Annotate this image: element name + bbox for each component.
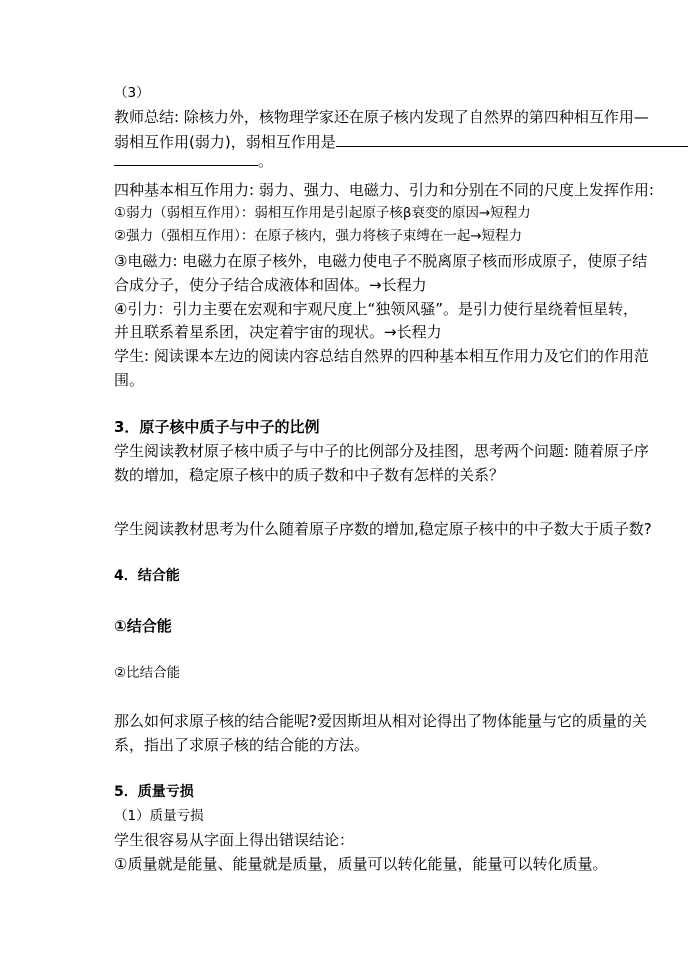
- weak-force-item: ①弱力（弱相互作用）：弱相互作用是引起原子核β衰变的原因→短程力: [114, 205, 531, 221]
- mass-defect-subheading: （1）质量亏损: [114, 808, 204, 824]
- strong-force-item: ②强力（强相互作用）：在原子核内，强力将核子束缚在一起→短程力: [114, 228, 523, 244]
- gravity-line-1: ④引力：引力主要在宏观和宇观尺度上“独领风骚”。是引力使行星绕着恒星转，: [114, 300, 638, 318]
- item-3-label: （3）: [114, 85, 150, 101]
- fill-blank-1: [336, 134, 688, 147]
- gravity-line-2: 并且联系着星系团，决定着宇宙的现状。→长程力: [114, 323, 442, 341]
- section-5-heading: 5．质量亏损: [114, 784, 194, 800]
- section-5-line-1: 学生很容易从字面上得出错误结论：: [114, 831, 355, 849]
- em-force-line-1: ③电磁力: 电磁力在原子核外，电磁力使电子不脱离原子核而形成原子，使原子结: [114, 252, 648, 270]
- student-reading-line-2: 围。: [114, 371, 145, 389]
- section-3-line-3: 学生阅读教材思考为什么随着原子序数的增加,稳定原子核中的中子数大于质子数?: [114, 520, 652, 538]
- blank-period: 。: [258, 152, 274, 170]
- em-force-line-2: 合成分子，使分子结合成液体和固体。→长程力: [114, 276, 427, 294]
- teacher-summary-line-2: [114, 133, 688, 151]
- section-5-line-2: ①质量就是能量、能量就是质量，质量可以转化能量，能量可以转化质量。: [114, 855, 608, 873]
- fill-blank-2: [114, 153, 258, 166]
- four-forces-intro: 四种基本相互作用力: 弱力、强力、电磁力、引力和分别在不同的尺度上发挥作用:: [114, 181, 654, 199]
- section-4-line-2: 系，指出了求原子核的结合能的方法。: [114, 736, 370, 754]
- specific-binding-energy-heading: ②比结合能: [114, 665, 181, 681]
- section-3-heading: 3．原子核中质子与中子的比例: [114, 418, 320, 436]
- section-3-line-1: 学生阅读教材原子核中质子与中子的比例部分及挂图，思考两个问题: 随着原子序: [114, 442, 649, 460]
- section-4-heading: 4．结合能: [114, 568, 180, 584]
- teacher-summary-text: 弱相互作用(弱力)，弱相互作用是: [114, 133, 336, 151]
- student-reading-line-1: 学生: 阅读课本左边的阅读内容总结自然界的四种基本相互作用力及它们的作用范: [114, 347, 649, 365]
- binding-energy-heading: ①结合能: [114, 617, 172, 635]
- section-4-line-1: 那么如何求原子核的结合能呢?爱因斯坦从相对论得出了物体能量与它的质量的关: [114, 712, 647, 730]
- teacher-summary-line-3: [114, 152, 273, 170]
- teacher-summary-line-1: 教师总结: 除核力外，核物理学家还在原子核内发现了自然界的第四种相互作用—: [114, 108, 649, 126]
- section-3-line-2: 数的增加，稳定原子核中的质子数和中子数有怎样的关系？: [114, 466, 505, 484]
